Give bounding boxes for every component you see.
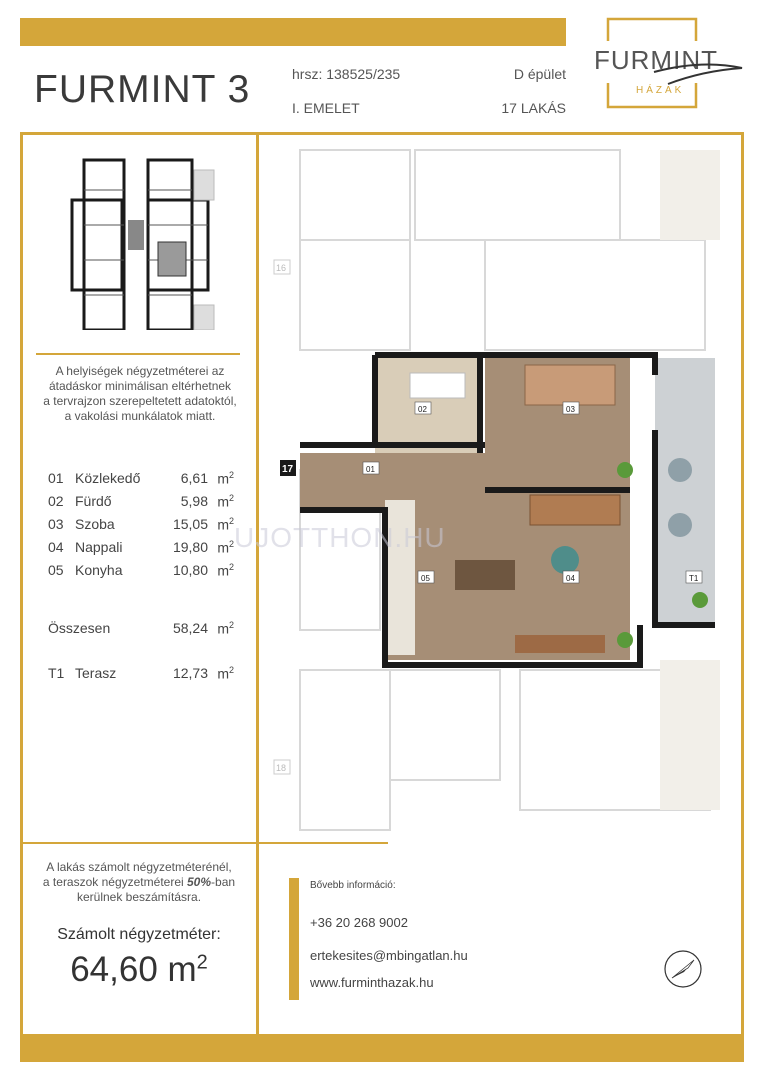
frame-divider (256, 132, 259, 1034)
area-disclaimer-line: a vakolási munkálatok miatt. (64, 409, 216, 423)
terrace-note-line (22, 875, 256, 890)
calc-area-label: Számolt négyzetméter: (57, 926, 221, 943)
frame-top (20, 132, 744, 135)
room-area: 19,80 (172, 539, 208, 555)
area-disclaimer-line: A helyiségek négyzetméterei az (55, 364, 225, 378)
contact-phone: +36 20 268 9002 (310, 915, 408, 930)
total-row (48, 620, 238, 638)
logo-swoosh-icon (594, 58, 744, 88)
terrace-note-text: -ban (211, 875, 236, 889)
terrace-note (22, 860, 256, 905)
area-disclaimer (30, 364, 250, 424)
terrace-note-percent: 50% (187, 875, 212, 889)
area-disclaimer-line: a tervrajzon szerepeltetett adatoktól, (43, 394, 237, 408)
unit-m: m (217, 665, 229, 682)
unit-number: 17 (282, 464, 294, 475)
room-row (48, 493, 238, 511)
calc-value-text: 64,60 m (70, 950, 197, 989)
building-key-plan (62, 150, 222, 330)
terrace-name: Terasz (75, 665, 117, 681)
ghost-unit-16: 16 (276, 263, 287, 273)
compass-icon (658, 944, 708, 994)
logo-text: FURMINT (594, 45, 718, 75)
terrace-floor (655, 358, 715, 623)
top-gold-bar (20, 18, 566, 46)
unit-exp: 2 (228, 539, 234, 549)
bed (525, 365, 615, 405)
room-unit (217, 562, 234, 579)
terrace-note-text: a teraszok négyzetméterei (42, 875, 187, 889)
bathtub (410, 373, 465, 398)
unit-m: m (217, 516, 229, 533)
room-area: 5,98 (180, 493, 208, 509)
unit-m: m (217, 620, 229, 637)
room-name: Szoba (75, 516, 115, 532)
room-unit (217, 539, 234, 556)
hrsz-label: hrsz: 138525/235 (292, 66, 401, 82)
room-label-02: 02 (418, 405, 427, 414)
unit-exp: 2 (228, 470, 234, 480)
ghost-unit-18: 18 (276, 763, 287, 773)
room-area: 6,61 (180, 470, 208, 486)
tv-console (515, 635, 605, 653)
floor-label: I. EMELET (292, 100, 360, 116)
room-row (48, 470, 238, 488)
divider-short-1 (36, 353, 240, 355)
total-unit (217, 620, 234, 637)
frame-right (741, 132, 744, 1034)
unit-m: m (217, 539, 229, 556)
room-label-04: 04 (566, 574, 575, 583)
room-name: Konyha (75, 562, 123, 578)
plant (617, 462, 633, 478)
room-label-t1: T1 (689, 574, 699, 583)
building-label: D épület (513, 66, 566, 82)
sofa (530, 495, 620, 525)
dining-table (455, 560, 515, 590)
plant (692, 592, 708, 608)
logo-subtext: HÁZAK (636, 85, 685, 96)
room-name: Közlekedő (75, 470, 141, 486)
unit-m: m (217, 493, 229, 510)
room-unit (217, 516, 234, 533)
terrace-row (48, 665, 238, 683)
terrace-code: T1 (48, 665, 65, 681)
contact-web: www.furminthazak.hu (310, 975, 434, 990)
unit-m: m (217, 562, 229, 579)
terrace-chair (668, 513, 692, 537)
unit-exp: 2 (228, 562, 234, 572)
room-code: 05 (48, 562, 64, 578)
room-row (48, 516, 238, 534)
unit-exp: 2 (228, 665, 234, 675)
terrace-unit (217, 665, 234, 682)
room-code: 03 (48, 516, 64, 532)
calc-area-value (22, 950, 256, 990)
area-disclaimer-line: átadáskor minimálisan eltérhetnek (48, 379, 232, 393)
apartment-label: 17 LAKÁS (501, 100, 566, 116)
terrace-note-line: A lakás számolt négyzetméterénél, (46, 860, 232, 874)
terrace-area: 12,73 (172, 665, 208, 681)
calc-value-exp: 2 (196, 951, 208, 974)
unit-exp: 2 (228, 620, 234, 630)
unit-exp: 2 (228, 493, 234, 503)
room-label-01: 01 (366, 465, 375, 474)
room-row (48, 539, 238, 557)
room-unit (217, 470, 234, 487)
room-code: 02 (48, 493, 64, 509)
plant (617, 632, 633, 648)
floor-plan (260, 140, 740, 840)
terrace-note-line: kerülnek beszámításra. (76, 890, 202, 904)
contact-accent-bar (289, 878, 299, 1000)
room-name: Fürdő (75, 493, 112, 509)
room-code: 01 (48, 470, 64, 486)
room-name: Nappali (75, 539, 123, 555)
watermark: UJOTTHON.HU (234, 522, 446, 553)
contact-heading: Bővebb információ: (310, 880, 396, 891)
contact-email: ertekesites@mbingatlan.hu (310, 948, 468, 963)
page-title: FURMINT 3 (34, 68, 251, 111)
terrace-chair (668, 458, 692, 482)
unit-exp: 2 (228, 516, 234, 526)
bottom-gold-bar (20, 1034, 744, 1062)
room-label-05: 05 (421, 574, 430, 583)
total-area: 58,24 (172, 620, 208, 636)
unit-m: m (217, 470, 229, 487)
room-area: 10,80 (172, 562, 208, 578)
room-unit (217, 493, 234, 510)
room-row (48, 562, 238, 580)
room-code: 04 (48, 539, 64, 555)
total-label: Összesen (48, 620, 111, 636)
room-label-03: 03 (566, 405, 575, 414)
room-area: 15,05 (172, 516, 208, 532)
coffee-table (551, 546, 579, 574)
divider-short-2 (20, 842, 388, 844)
